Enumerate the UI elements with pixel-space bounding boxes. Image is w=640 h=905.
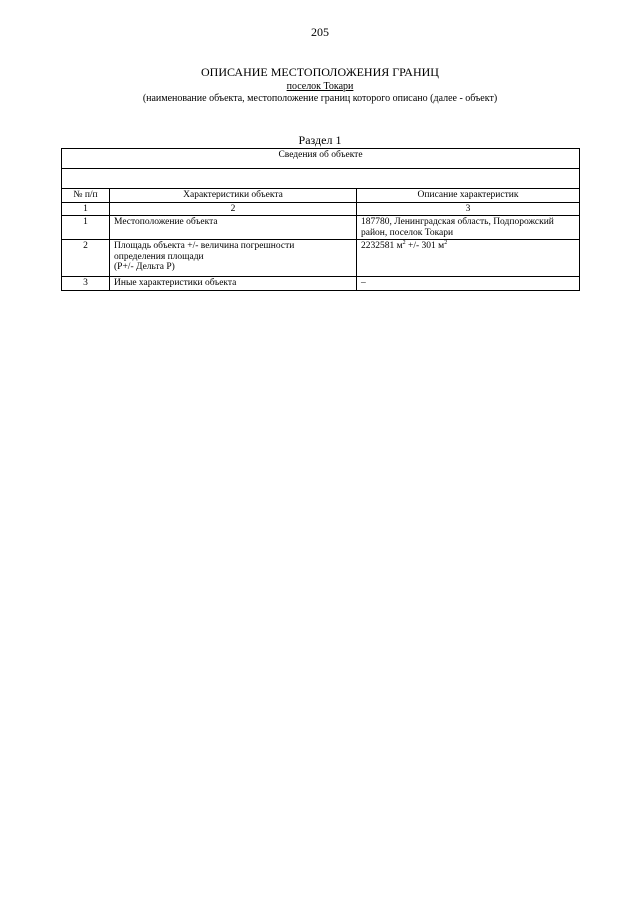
row-description [357, 216, 580, 240]
row-characteristic-line: определения площади [114, 251, 204, 262]
column-number-2: 2 [110, 202, 357, 216]
row-characteristic [110, 277, 357, 291]
column-number-1: 1 [62, 202, 110, 216]
table-heading: Сведения об объекте [62, 149, 580, 169]
table-column-numbers [62, 202, 580, 216]
row-characteristic-line: Иные характеристики объекта [114, 278, 237, 288]
row-characteristic-line: Площадь объекта +/- величина погрешности [114, 241, 295, 251]
row-description [357, 277, 580, 291]
row-description-line: район, поселок Токари [361, 227, 454, 238]
row-number: 1 [62, 216, 110, 240]
table-row [62, 216, 580, 240]
object-note: (наименование объекта, местоположение границ которого описано (далее - объект) [142, 93, 498, 104]
area-error: +/- 301 м [405, 241, 445, 251]
object-name: поселок Токари [286, 81, 354, 92]
object-name-line [0, 81, 640, 92]
column-header-characteristic: Характеристики объекта [110, 189, 357, 203]
area-value: 2232581 м [361, 241, 403, 251]
table-blank-row [62, 169, 580, 189]
row-description [357, 240, 580, 277]
area-error-unit-superscript: 2 [444, 239, 448, 246]
column-header-number: № п/п [62, 189, 110, 203]
table-row [62, 277, 580, 291]
column-header-description: Описание характеристик [357, 189, 580, 203]
table-blank-cell [62, 169, 580, 189]
row-number: 2 [62, 240, 110, 277]
row-number: 3 [62, 277, 110, 291]
row-characteristic [110, 216, 357, 240]
row-description-line: – [361, 278, 366, 288]
row-characteristic [110, 240, 357, 277]
document-title: ОПИСАНИЕ МЕСТОПОЛОЖЕНИЯ ГРАНИЦ [201, 65, 439, 79]
column-number-3: 3 [357, 202, 580, 216]
table-column-headers [62, 189, 580, 203]
section-title: Раздел 1 [298, 133, 342, 147]
table-row [62, 240, 580, 277]
object-info-table [61, 148, 580, 291]
row-description-line: 187780, Ленинградская область, Подпорожский [361, 217, 554, 227]
row-characteristic-line: (P+/- Дельта P) [114, 262, 175, 272]
table-heading-row [62, 149, 580, 169]
page-number: 205 [311, 25, 329, 39]
area-unit-superscript: 2 [402, 239, 406, 246]
row-characteristic-line: Местоположение объекта [114, 217, 218, 227]
